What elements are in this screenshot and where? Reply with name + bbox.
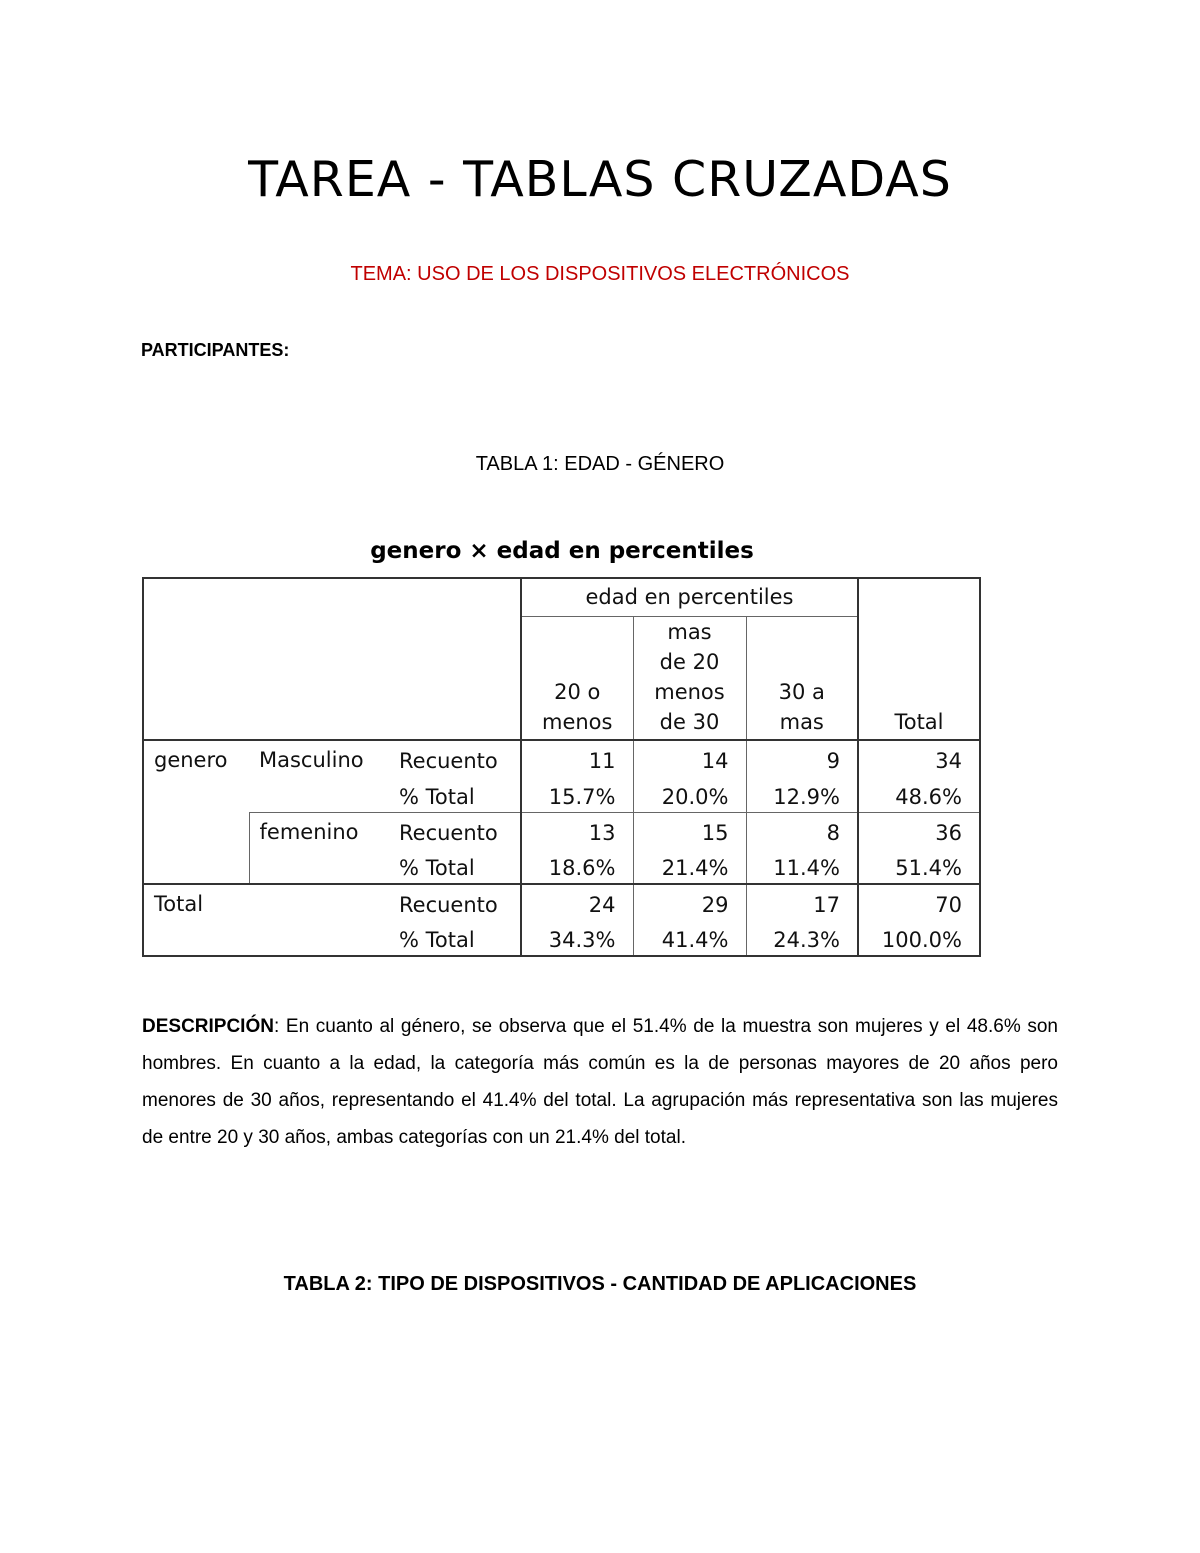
cell-value: 18.6% [521, 848, 633, 884]
col-header-20-o-menos [521, 616, 633, 740]
col-header-line: de 20 [659, 650, 720, 674]
cell-total: 34 [858, 740, 980, 776]
cell-total: 51.4% [858, 848, 980, 884]
cell-value: 20.0% [633, 776, 746, 812]
stat-label: Recuento [389, 812, 521, 848]
cell-value: 8 [746, 812, 858, 848]
total-row-label: Total [143, 884, 389, 956]
crosstab-title: genero × edad en percentiles [370, 538, 754, 564]
cell-value: 9 [746, 740, 858, 776]
col-header-line: 20 o [554, 680, 601, 704]
row-var-label: genero [143, 740, 249, 884]
group-label-masculino: Masculino [249, 740, 389, 812]
col-header-line: menos [542, 710, 613, 734]
stat-label: Recuento [389, 740, 521, 776]
cell-value: 41.4% [633, 920, 746, 956]
cell-value: 15 [633, 812, 746, 848]
col-header-30-a-mas [746, 616, 858, 740]
cell-value: 14 [633, 740, 746, 776]
stat-label: % Total [399, 856, 475, 880]
description-text: : En cuanto al género, se observa que el 51.4% de la muestra son mujeres y el 48.6% son hombres. En cuanto a la edad, la categoría más común es la de personas mayores de 20 años pero menores de 30 años, representando el 41.4% del total. La agrupación más representativa son las mujeres de entre 20 y 30 años, ambas categorías con un 21.4% del total. [142, 1016, 1058, 1148]
cell-value: 34.3% [521, 920, 633, 956]
stat-label: Recuento [389, 884, 521, 920]
stat-label: % Total [389, 920, 521, 956]
cell-total: 70 [858, 884, 980, 920]
cell-total: 36 [858, 812, 980, 848]
cell-value: 17 [746, 884, 858, 920]
table2-heading: TABLA 2: TIPO DE DISPOSITIVOS - CANTIDAD DE APLICACIONES [283, 1273, 917, 1295]
cell-value: 15.7% [521, 776, 633, 812]
col-header-mas-de-20 [633, 616, 746, 740]
cell-value: 29 [633, 884, 746, 920]
cell-value: 11.4% [746, 848, 858, 884]
participants-label: PARTICIPANTES: [141, 340, 290, 360]
description-paragraph [142, 1008, 1058, 1156]
col-header-line: de 30 [659, 710, 720, 734]
cell-value: 24 [521, 884, 633, 920]
cell-value: 24.3% [746, 920, 858, 956]
crosstab-table [142, 577, 981, 957]
col-header-line: mas [667, 620, 712, 644]
crosstab-corner [143, 578, 521, 740]
cell-value: 13 [521, 812, 633, 848]
cell-value: 11 [521, 740, 633, 776]
group-label-femenino: femenino [249, 812, 389, 884]
col-header-line: menos [654, 680, 725, 704]
cell-total: 48.6% [858, 776, 980, 812]
group-header: edad en percentiles [521, 578, 858, 616]
col-header-line: mas [779, 710, 824, 734]
cell-value: 21.4% [633, 848, 746, 884]
col-header-line: 30 a [778, 680, 825, 704]
header-total-cell [858, 578, 980, 740]
description-label: DESCRIPCIÓN [142, 1016, 274, 1037]
document-title: TAREA - TABLAS CRUZADAS [248, 151, 952, 208]
cell-value: 12.9% [746, 776, 858, 812]
stat-label: % Total [399, 784, 475, 809]
table1-heading: TABLA 1: EDAD - GÉNERO [475, 453, 725, 475]
topic-line: TEMA: USO DE LOS DISPOSITIVOS ELECTRÓNICOS [350, 263, 850, 285]
cell-total: 100.0% [858, 920, 980, 956]
col-header-total: Total [894, 710, 944, 734]
